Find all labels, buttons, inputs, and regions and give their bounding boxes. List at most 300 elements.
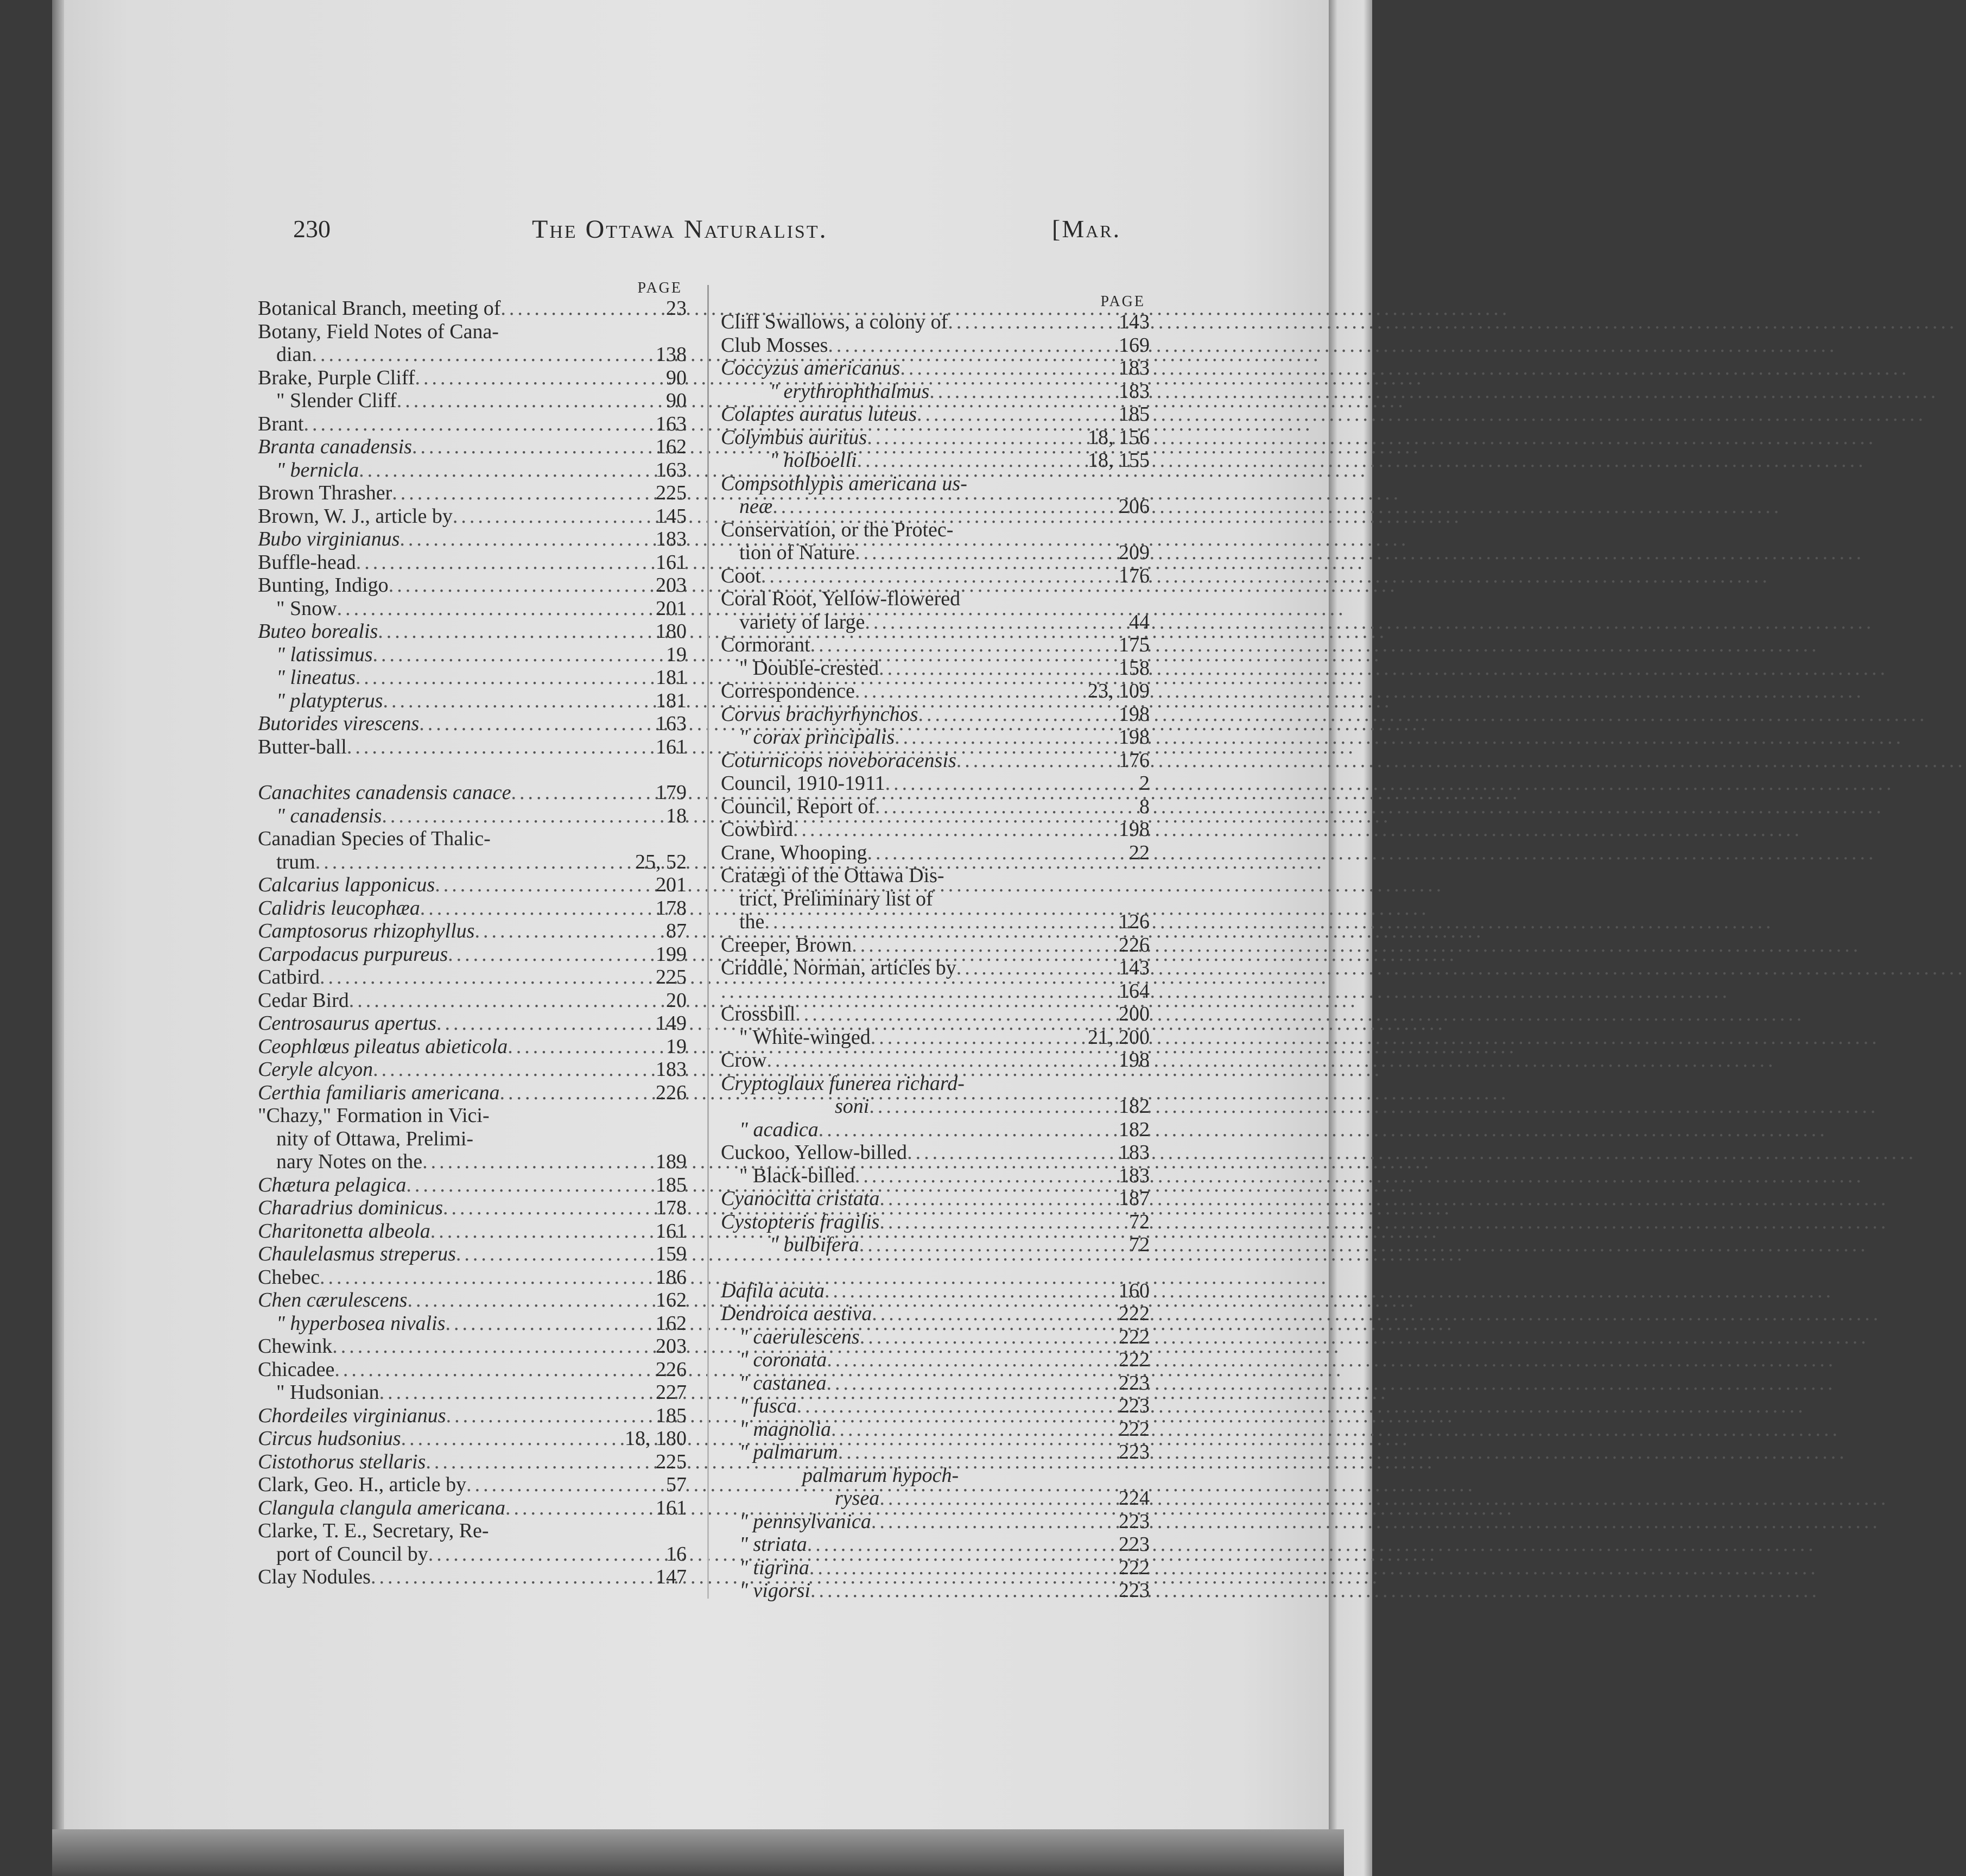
- entry-page: 185: [1119, 403, 1150, 426]
- entry-term: Clangula clangula americana: [258, 1496, 505, 1519]
- entry-term: Botany, Field Notes of Cana-: [258, 320, 499, 343]
- index-entry: [258, 481, 687, 505]
- entry-term: " White-winged: [739, 1025, 871, 1049]
- dot-leader: [871, 1026, 1082, 1049]
- entry-term: Bunting, Indigo: [258, 574, 389, 597]
- dot-leader: [900, 357, 1112, 380]
- index-entry: [721, 1326, 1150, 1349]
- dot-leader: [499, 1081, 649, 1105]
- entry-page: 226: [656, 1081, 687, 1104]
- page-bottom-edge: [52, 1829, 1344, 1876]
- dot-leader: [827, 1348, 1112, 1372]
- entry-term: Cratægi of the Ottawa Dis-: [721, 864, 944, 887]
- index-entry: [258, 505, 687, 528]
- entry-page: 162: [656, 435, 687, 458]
- entry-page: 57: [666, 1473, 687, 1496]
- dot-leader: [859, 1233, 1112, 1257]
- entry-term: Brant: [258, 412, 304, 435]
- entry-term: Bubo virginianus: [258, 528, 400, 550]
- dot-leader: [795, 1003, 1112, 1026]
- entry-term: Dendroica aestiva: [721, 1302, 872, 1325]
- index-entry: [721, 910, 1150, 934]
- entry-page: 225: [656, 481, 687, 504]
- dot-leader: [855, 680, 1082, 703]
- entry-page: 163: [656, 412, 687, 435]
- entry-page: 222: [1119, 1325, 1150, 1348]
- dot-leader: [337, 597, 649, 620]
- entry-term: Crossbill: [721, 1003, 796, 1025]
- index-entry: [258, 1174, 687, 1197]
- index-entry: [258, 413, 687, 436]
- entry-term: Ceophlœus pileatus abieticola: [258, 1035, 508, 1058]
- entry-term: Chaulelasmus streperus: [258, 1243, 456, 1265]
- dot-leader: [764, 910, 1112, 934]
- entry-term: " platypterus: [276, 689, 383, 712]
- entry-page: 126: [1119, 910, 1150, 933]
- entry-page: 179: [656, 781, 687, 804]
- index-entry: [721, 1302, 1150, 1326]
- entry-term: Cedar Bird: [258, 988, 349, 1012]
- dot-leader: [865, 611, 1112, 634]
- entry-term: " hyperbosea nivalis: [276, 1311, 446, 1335]
- index-entry: [721, 980, 1150, 1003]
- index-entry: [721, 1187, 1150, 1210]
- dot-leader: [435, 873, 649, 897]
- index-column-left: [258, 280, 687, 1589]
- index-entry: [258, 1450, 687, 1474]
- index-entry: [258, 1012, 687, 1035]
- dot-leader: [772, 495, 1112, 518]
- dot-leader: [320, 966, 649, 989]
- dot-leader: [399, 528, 649, 551]
- entry-term: port of Council by: [276, 1542, 428, 1566]
- index-entry: [258, 1358, 687, 1381]
- entry-term: Clark, Geo. H., article by: [258, 1473, 467, 1496]
- dot-leader: [371, 1566, 649, 1589]
- entry-page: 182: [1119, 1095, 1150, 1118]
- index-entry: [258, 851, 687, 874]
- index-entry: [721, 403, 1150, 426]
- dot-leader: [810, 1579, 1112, 1602]
- index-entry: [721, 334, 1150, 357]
- dot-leader: [415, 366, 649, 390]
- dot-leader: [356, 666, 649, 689]
- index-entry: [721, 1049, 1150, 1072]
- dot-leader: [430, 1220, 649, 1243]
- dot-leader: [347, 736, 649, 759]
- entry-term: soni: [835, 1095, 870, 1118]
- dot-leader: [474, 920, 649, 943]
- index-entry: [258, 666, 687, 689]
- index-entry: [258, 435, 687, 459]
- page-left-shadow: [52, 0, 64, 1876]
- entry-page: 87: [666, 920, 687, 942]
- dot-leader: [383, 689, 649, 713]
- index-entry: [721, 1579, 1150, 1602]
- entry-term: " bernicla: [276, 458, 359, 481]
- entry-page: 203: [656, 1335, 687, 1358]
- index-entry: [258, 966, 687, 989]
- section-gap: [721, 1257, 1150, 1279]
- index-entry: [721, 1141, 1150, 1164]
- index-entry: [258, 366, 687, 390]
- dot-leader: [508, 1035, 649, 1059]
- entry-page: 161: [656, 1219, 687, 1243]
- entry-term: " holboelli: [770, 449, 857, 472]
- index-entry: [258, 297, 687, 320]
- index-entry: [258, 1566, 687, 1589]
- index-entry: [258, 343, 687, 366]
- index-entry: [721, 1003, 1150, 1026]
- page-number: 230: [293, 215, 331, 243]
- index-entry: [258, 1220, 687, 1243]
- entry-page: 90: [666, 366, 687, 389]
- dot-leader: [445, 1312, 649, 1335]
- index-entry: [258, 804, 687, 828]
- index-entry: [258, 1081, 687, 1105]
- entry-page: 181: [656, 689, 687, 712]
- entry-page: 224: [1119, 1487, 1150, 1510]
- entry-term: nity of Ottawa, Prelimi-: [276, 1127, 474, 1150]
- entry-term: Cuckoo, Yellow-billed: [721, 1141, 908, 1164]
- dot-leader: [855, 1164, 1112, 1188]
- dot-leader: [315, 851, 630, 874]
- entry-page: 198: [1119, 818, 1150, 841]
- dot-leader: [831, 1418, 1112, 1441]
- entry-term: " caerulescens: [739, 1325, 860, 1348]
- dot-leader: [828, 334, 1112, 357]
- index-entry: [721, 1556, 1150, 1580]
- entry-page: 223: [1119, 1510, 1150, 1533]
- entry-term: Clay Nodules: [258, 1566, 371, 1588]
- entry-term: Creeper, Brown: [721, 933, 852, 956]
- entry-page: 223: [1119, 1371, 1150, 1395]
- entry-term: neæ: [739, 495, 773, 518]
- index-entry: [721, 633, 1150, 657]
- entry-page: 18, 156: [1088, 426, 1150, 449]
- dot-leader: [456, 1243, 649, 1266]
- entry-page: 183: [1119, 379, 1150, 403]
- dot-leader: [855, 541, 1112, 565]
- index-entry: [258, 597, 687, 620]
- entry-page: 225: [656, 966, 687, 988]
- index-entry: [258, 781, 687, 804]
- entry-page: 206: [1119, 495, 1150, 518]
- dot-leader: [500, 297, 649, 320]
- entry-page: 159: [656, 1243, 687, 1265]
- entry-page: 223: [1119, 1395, 1150, 1417]
- entry-term: Ceryle alcyon: [258, 1058, 373, 1081]
- entry-page: 182: [1119, 1118, 1150, 1141]
- index-entry: [258, 827, 687, 851]
- entry-term: " fusca: [739, 1395, 797, 1417]
- entry-term: Calidris leucophæa: [258, 896, 420, 920]
- journal-title: The Ottawa Naturalist.: [532, 215, 828, 244]
- dot-leader: [918, 703, 1112, 726]
- index-entry: [721, 1210, 1150, 1234]
- page-column-label: PAGE: [637, 280, 682, 296]
- index-entry: [258, 1519, 687, 1543]
- index-entry: [721, 749, 1150, 772]
- dot-leader: [879, 1210, 1112, 1234]
- dot-leader: [303, 413, 649, 436]
- dot-leader: [397, 389, 649, 413]
- index-entry: [258, 873, 687, 897]
- entry-term: Cyanocitta cristata: [721, 1187, 880, 1210]
- dot-leader: [917, 403, 1112, 426]
- section-gap: [258, 758, 687, 781]
- dot-leader: [466, 1473, 649, 1497]
- index-entry: [721, 772, 1150, 795]
- index-entry: [721, 1395, 1150, 1418]
- entry-page: 8: [1139, 795, 1150, 818]
- entry-term: Crane, Whooping: [721, 841, 867, 864]
- dot-leader: [436, 1012, 649, 1035]
- entry-page: 178: [656, 896, 687, 920]
- index-entry: [721, 956, 1150, 980]
- issue-month: [Mar.: [1052, 215, 1121, 243]
- dot-leader: [895, 726, 1112, 749]
- entry-page: 16: [666, 1542, 687, 1566]
- dot-leader: [379, 1381, 649, 1404]
- index-entry: [721, 864, 1150, 888]
- index-entry: [258, 620, 687, 643]
- entry-page: 226: [656, 1358, 687, 1381]
- index-entry: [721, 726, 1150, 749]
- dot-leader: [422, 1150, 649, 1174]
- entry-page: 223: [1119, 1441, 1150, 1463]
- entry-page: 227: [656, 1381, 687, 1404]
- entry-term: Club Mosses: [721, 333, 828, 357]
- dot-leader: [378, 620, 649, 643]
- entry-page: 175: [1119, 633, 1150, 656]
- entry-page: 199: [656, 942, 687, 966]
- entry-term: " Snow: [276, 597, 337, 620]
- entry-page: 160: [1119, 1279, 1150, 1302]
- index-column-right: [721, 293, 1150, 1602]
- dot-leader: [809, 1556, 1112, 1580]
- entry-term: Carpodacus purpureus: [258, 942, 448, 966]
- dot-leader: [389, 574, 649, 597]
- entry-term: Calcarius lapponicus: [258, 873, 435, 896]
- entry-page: 185: [656, 1404, 687, 1427]
- entry-page: 209: [1119, 541, 1150, 564]
- entry-page: 2: [1139, 772, 1150, 795]
- entry-term: Dafila acuta: [721, 1279, 825, 1302]
- index-entry: [258, 1289, 687, 1312]
- index-entry: [258, 1427, 687, 1450]
- dot-leader: [827, 1372, 1112, 1395]
- dot-leader: [879, 1487, 1112, 1510]
- index-entry: [721, 449, 1150, 472]
- index-entry: [258, 1243, 687, 1266]
- entry-term: Corvus brachyrhynchos: [721, 702, 918, 726]
- column-divider: [707, 285, 709, 1599]
- dot-leader: [869, 1095, 1112, 1118]
- entry-term: Cormorant: [721, 633, 810, 656]
- index-entry: [258, 1543, 687, 1566]
- index-entry: [258, 1404, 687, 1428]
- entry-page: 222: [1119, 1302, 1150, 1325]
- index-entry: [721, 1233, 1150, 1257]
- entry-term: Clarke, T. E., Secretary, Re-: [258, 1519, 489, 1542]
- dot-leader: [312, 343, 649, 366]
- index-entry: [258, 1266, 687, 1289]
- entry-term: Colymbus auritus: [721, 426, 867, 449]
- entry-page: 163: [656, 458, 687, 481]
- dot-leader: [320, 1266, 649, 1289]
- index-entry: [721, 1533, 1150, 1556]
- dot-leader: [885, 772, 1112, 795]
- dot-leader: [382, 804, 649, 828]
- entry-term: Cistothorus stellaris: [258, 1450, 426, 1473]
- entry-page: 161: [656, 735, 687, 758]
- entry-term: " latissimus: [276, 643, 373, 666]
- index-entry: [721, 888, 1150, 911]
- dot-leader: [956, 749, 1112, 772]
- entry-term: Butter-ball: [258, 735, 347, 758]
- entry-page: 189: [656, 1150, 687, 1173]
- entry-term: Brown, W. J., article by: [258, 504, 453, 528]
- entry-term: Branta canadensis: [258, 435, 412, 458]
- index-entry: [258, 689, 687, 713]
- entry-term: Centrosaurus apertus: [258, 1012, 437, 1035]
- entry-term: " castanea: [739, 1371, 827, 1395]
- dot-leader: [334, 1358, 649, 1381]
- entry-page: 23, 109: [1088, 680, 1150, 702]
- dot-leader: [907, 1141, 1112, 1164]
- entry-term: Cliff Swallows, a colony of: [721, 310, 948, 333]
- index-entry: [721, 1487, 1150, 1510]
- index-entry: [258, 897, 687, 920]
- entry-term: Cryptoglaux funerea richard-: [721, 1072, 965, 1095]
- entry-page: 23: [666, 297, 687, 320]
- entry-page: 162: [656, 1289, 687, 1311]
- dot-leader: [505, 1497, 649, 1520]
- entry-page: 178: [656, 1196, 687, 1219]
- index-entry: [721, 380, 1150, 403]
- index-entry: [721, 1464, 1150, 1487]
- dot-leader: [948, 310, 1112, 334]
- entry-page: 198: [1119, 1049, 1150, 1072]
- index-entry: [721, 1510, 1150, 1533]
- entry-term: Brake, Purple Cliff: [258, 366, 415, 389]
- entry-page: 145: [656, 504, 687, 528]
- entry-term: Chicadee: [258, 1358, 335, 1381]
- index-entry: [721, 310, 1150, 334]
- entry-term: Crow: [721, 1049, 767, 1072]
- entry-term: nary Notes on the: [276, 1150, 423, 1173]
- entry-page: 163: [656, 712, 687, 735]
- entry-page: 226: [1119, 933, 1150, 956]
- index-entry: [258, 551, 687, 574]
- entry-page: 222: [1119, 1556, 1150, 1579]
- entry-term: " Slender Cliff: [276, 389, 397, 412]
- dot-leader: [871, 1510, 1112, 1533]
- index-entry: [258, 1381, 687, 1404]
- entry-page: 183: [656, 1058, 687, 1081]
- entry-page: 138: [656, 343, 687, 366]
- entry-page: 222: [1119, 1417, 1150, 1441]
- index-entry: [258, 1150, 687, 1174]
- entry-page: 203: [656, 574, 687, 597]
- entry-term: Cowbird: [721, 818, 793, 841]
- dot-leader: [446, 1404, 649, 1428]
- entry-term: Charitonetta albeola: [258, 1219, 430, 1243]
- entry-page: 44: [1129, 610, 1150, 633]
- dot-leader: [453, 505, 649, 528]
- entry-page: 147: [656, 1566, 687, 1588]
- index-entry: [258, 528, 687, 551]
- entry-page: 143: [1119, 310, 1150, 333]
- index-entry: [258, 320, 687, 344]
- entry-term: Chen cærulescens: [258, 1289, 408, 1311]
- index-entry: [721, 1441, 1150, 1464]
- index-entry: [258, 1058, 687, 1081]
- index-entry: [721, 1164, 1150, 1188]
- entry-term: Chewink: [258, 1335, 333, 1358]
- entry-page: 201: [656, 873, 687, 896]
- dot-leader: [860, 1326, 1112, 1349]
- entry-term: " corax principalis: [739, 726, 895, 749]
- entry-page: 183: [1119, 357, 1150, 379]
- entry-page: 180: [656, 620, 687, 643]
- index-entry: [258, 920, 687, 943]
- dot-leader: [406, 1174, 649, 1197]
- entry-term: dian: [276, 343, 312, 366]
- index-entry: [721, 818, 1150, 841]
- entry-term: Circus hudsonius: [258, 1427, 401, 1450]
- dot-leader: [407, 1289, 649, 1312]
- entry-term: Compsothlypis americana us-: [721, 472, 967, 495]
- entry-term: the: [739, 910, 765, 933]
- entry-page: 18, 180: [625, 1427, 687, 1450]
- entry-page: 72: [1129, 1233, 1150, 1256]
- entry-term: Criddle, Norman, articles by: [721, 956, 956, 979]
- index-entry: [721, 703, 1150, 726]
- dot-leader: [426, 1450, 649, 1474]
- entry-term: " acadica: [739, 1118, 819, 1141]
- dot-leader: [443, 1196, 649, 1220]
- dot-leader: [807, 1533, 1112, 1556]
- index-entry: [258, 1473, 687, 1497]
- entry-term: Buffle-head: [258, 550, 356, 574]
- dot-leader: [349, 989, 649, 1012]
- entry-page: 161: [656, 550, 687, 574]
- dot-leader: [852, 934, 1112, 957]
- entry-term: palmarum hypoch-: [802, 1463, 959, 1487]
- index-entry: [258, 712, 687, 736]
- entry-term: " palmarum: [739, 1441, 838, 1463]
- index-entry: [721, 680, 1150, 703]
- entry-page: 18: [666, 804, 687, 827]
- entry-term: " coronata: [739, 1348, 827, 1371]
- dot-leader: [392, 481, 649, 505]
- dot-leader: [879, 1187, 1112, 1210]
- entry-page: 164: [1119, 979, 1150, 1003]
- index-entry: [258, 1312, 687, 1335]
- dot-leader: [401, 1427, 619, 1450]
- entry-term: " vigorsi: [739, 1579, 811, 1602]
- dot-leader: [419, 712, 649, 736]
- entry-term: tion of Nature: [739, 541, 855, 564]
- index-entry: [258, 1335, 687, 1358]
- dot-leader: [373, 1058, 649, 1081]
- index-entry: [721, 1072, 1150, 1095]
- entry-page: 25, 52: [635, 850, 687, 873]
- index-entry: [721, 426, 1150, 449]
- entry-term: " canadensis: [276, 804, 382, 827]
